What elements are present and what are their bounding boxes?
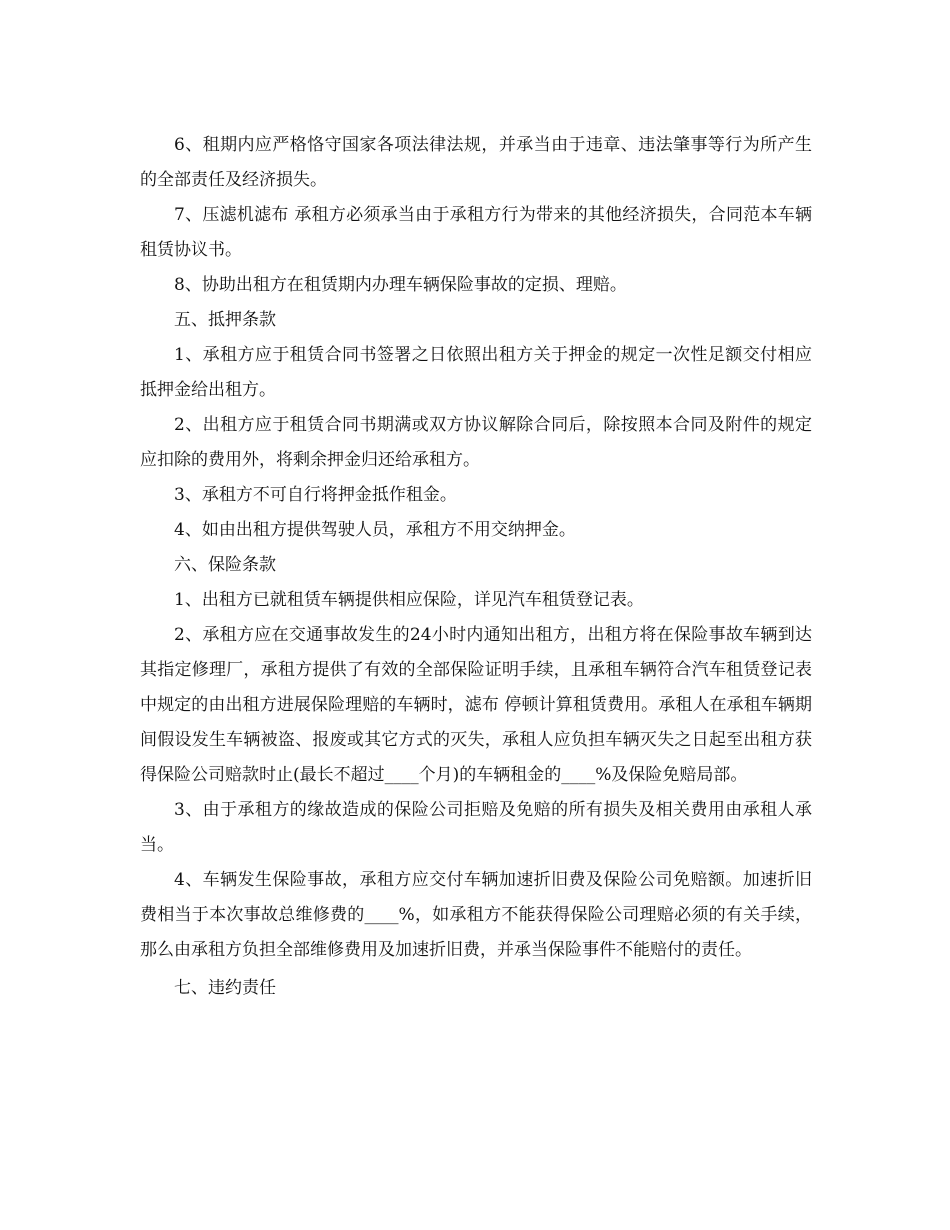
clause-5-2: 2、出租方应于租赁合同书期满或双方协议解除合同后，除按照本合同及附件的规定应扣除的费用外，将剩余押金归还给承租方。 (140, 415, 812, 470)
clause-6-3: 3、由于承租方的缘故造成的保险公司拒赔及免赔的所有损失及相关费用由承租人承当。 (140, 800, 812, 855)
clause-4-8: 8、协助出租方在租赁期内办理车辆保险事故的定损、理赔。 (174, 275, 627, 295)
clause-5-1: 1、承租方应于租赁合同书签署之日依照出租方关于押金的规定一次性足额交付相应抵押金给出租方。 (140, 345, 812, 400)
clause-4-7: 7、压滤机滤布 承租方必须承当由于承租方行为带来的其他经济损失，合同范本车辆租赁协议书。 (140, 205, 812, 260)
clause-5-4: 4、如由出租方提供驾驶人员，承租方不用交纳押金。 (174, 520, 576, 540)
clause-4-6: 6、租期内应严格恪守国家各项法律法规，并承当由于违章、违法肇事等行为所产生的全部责任及经济损失。 (140, 135, 812, 190)
clause-5-3: 3、承租方不可自行将押金抵作租金。 (174, 485, 457, 505)
clause-6-4: 4、车辆发生保险事故，承租方应交付车辆加速折旧费及保险公司免赔额。加速折旧费相当于本次事故总维修费的____%，如承租方不能获得保险公司理赔必须的有关手续，那么由承租方负担全部维修费用及加速折旧费，并承当保险事件不能赔付的责任。 (140, 870, 812, 960)
section-heading-5: 五、抵押条款 (174, 310, 276, 330)
section-heading-6: 六、保险条款 (174, 555, 276, 575)
clause-6-2: 2、承租方应在交通事故发生的24小时内通知出租方，出租方将在保险事故车辆到达其指定修理厂，承租方提供了有效的全部保险证明手续，且承租车辆符合汽车租赁登记表中规定的由出租方进展保险理赔的车辆时，滤布 停顿计算租赁费用。承租人在承租车辆期间假设发生车辆被盗、报废或其它方式的灭失，承租人应负担车辆灭失之日起至出租方获得保险公司赔款时止(最长不超过____个月)的车辆租金的____%及保险免赔局部。 (140, 625, 812, 785)
section-heading-7: 七、违约责任 (174, 978, 276, 998)
clause-6-1: 1、出租方已就租赁车辆提供相应保险，详见汽车租赁登记表。 (174, 590, 644, 610)
document-page (140, 128, 812, 1006)
